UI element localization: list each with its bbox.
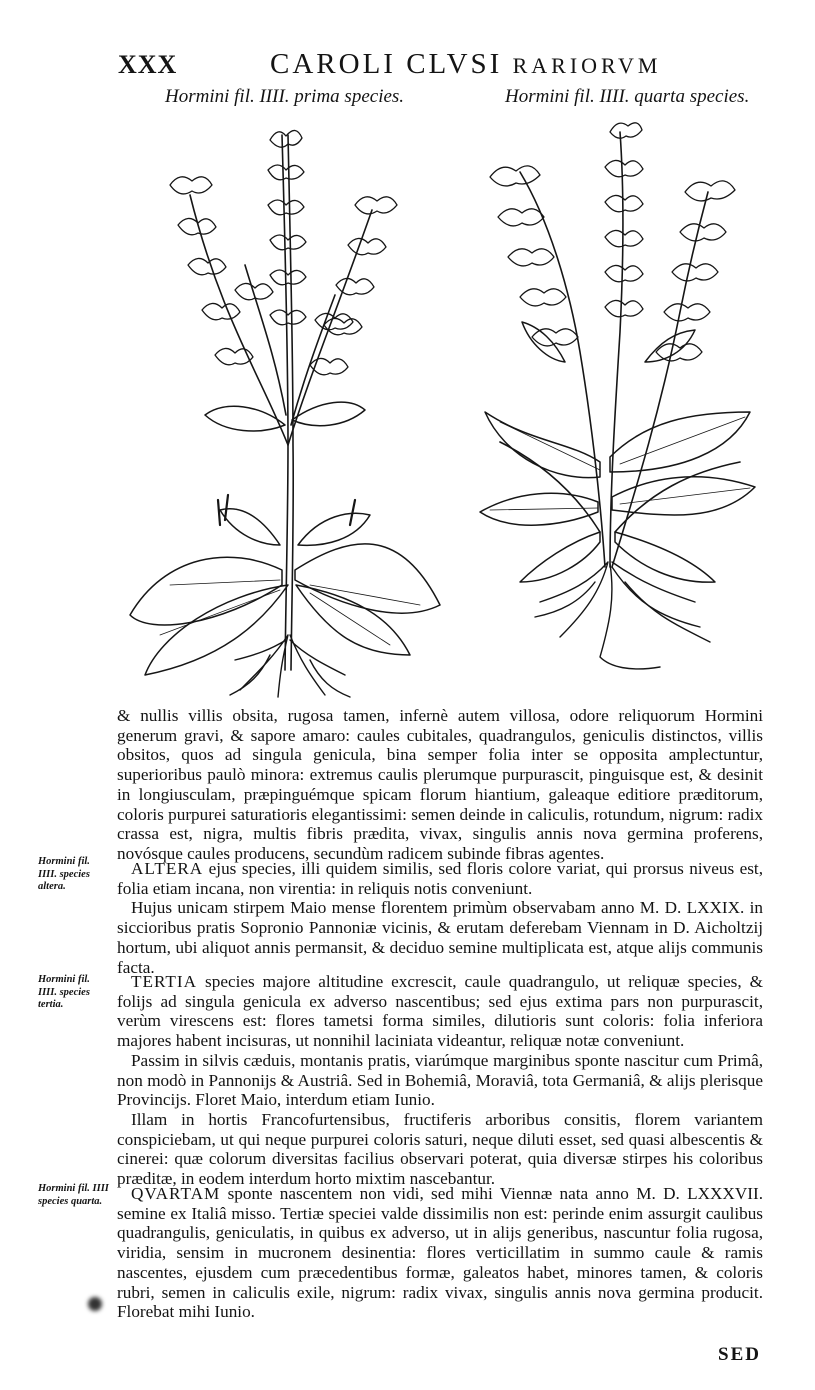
paragraph-intro: & nullis villis obsita, rugosa tamen, infernè autem villosa, odore reliquorum Hormini generum gravi, & sapore amaro: caules cubitales, quadrangulos, geniculis distinctos, villis obsitos, quos ad singula genicula, bina semper folia inter se opposita amplectuntur, superioribus paulò minora: extremus caulis plerumque purpurascit, pinguisque est, & desinit in longiusculam, præpinguémque spicam florum hiantium, galeaque editiore præditorum, coloris purpurei saturatioris elegantissimi: semen deinde in caliculis, rotundum, nigrum: radix crassa est, nigra, multis fibris prædita, vivax, singulis annis nova germina proferens, novósque caules producens, secundùm radicem subinde fibras agentes. [117,706,763,863]
running-title-main: CAROLI CLVSI [270,48,503,80]
paragraph-altera [117,859,763,977]
quartam-text: sponte nascentem non vidi, sed mihi Viennæ nata anno M. D. LXXXVII. semine ex Italiâ misso. Tertiæ speciei valde dissimilis non est: perinde enim assurgit caulibus quadrangulis, geniculatis, in quibus ex adverso, ut in alijs generibus, nascuntur folia rugosa, viridia, sensim in mucronem desinentia: flores verticillatim in summo caule & ramis nascentes, ejusdem cum præcedentibus formæ, galeatos habet, minores tamen, & coloris rubri, semen in caliculis exile, nigrum: radix vivax, singulis annis nova germina producit. Florebat mihi Iunio. [117,1184,763,1322]
altera-text: ejus species, illi quidem similis, sed floris colore variat, qui prorsus niveus est, folia etiam incana, non virentia: in reliquis notis conveniunt. [117,859,763,898]
paragraph-hujus: Hujus unicam stirpem Maio mense florentem primùm observabam anno M. D. LXXIX. in siccioribus pratis Sopronio Pannoniæ vicinis, & erutam deferebam Viennam in D. Aicholtzij hortum, ubi aliquot annis permansit, & deciduo semine multiplicata est, atque alijs communis facta. [117,898,763,977]
margin-note-tertia: Hormini fil. IIII. species tertia. [38,974,90,1010]
paragraph-quartam [117,1184,763,1322]
quartam-lead: QVARTAM [131,1184,221,1203]
plant-illustration-prima [110,115,450,700]
flower-spikes [170,130,397,374]
paragraph-passim: Passim in silvis cæduis, montanis pratis, viarúmque marginibus sponte nascitur cum Primâ, non modò in Pannonijs & Austriâ. Sed in Bohemiâ, Moraviâ, tota Germaniâ, & alijs plerisque Provincijs. Floret Maio, interdum etiam Iunio. [117,1050,763,1110]
page-number: XXX [118,50,178,79]
paragraph-tertia [117,972,763,1189]
catchword: SED [718,1344,761,1365]
figure-caption-right: Hormini fil. IIII. quarta species. [505,86,750,107]
tertia-lead: TERTIA [131,972,198,991]
running-title-small: RARIORVM [512,53,662,78]
paragraph-illam: Illam in hortis Francofurtensibus, fructiferis arboribus consitis, florem variantem conspiciebam, ut qui neque purpurei coloris saturi, neque diluti esset, sed quasi albescentis & cinerei: quæ colorum diversitas facilius observari poterat, quia diversæ stirpes his coloribus præditæ, in eodem interdum horto mixtim nascebantur. [117,1109,763,1189]
ink-blot [88,1297,102,1311]
flower-spikes [490,123,735,361]
roots [535,562,710,669]
plant-illustration-quarta [460,112,760,677]
main-text [117,706,763,864]
margin-note-quarta: Hormini fil. IIII species quarta. [38,1183,109,1207]
altera-lead: ALTERA [131,859,204,878]
running-title [270,48,661,81]
tertia-text: species majore altitudine excrescit, caule quadrangulo, ut reliquæ species, & folijs ad singula genicula ex adverso nascentibus; sed ejus extima pars non purpurascit, verùm virescens est: flores tametsi forma similes, dilutioris sunt coloris: folia inferiora majores habent incisuras, ut nonnihil laciniata videantur, reliquæ notæ conveniunt. [117,972,763,1051]
roots [230,635,350,697]
stems [500,132,740,567]
figure-caption-left: Hormini fil. IIII. prima species. [165,86,405,107]
margin-note-altera: Hormini fil. IIII. species altera. [38,856,90,892]
